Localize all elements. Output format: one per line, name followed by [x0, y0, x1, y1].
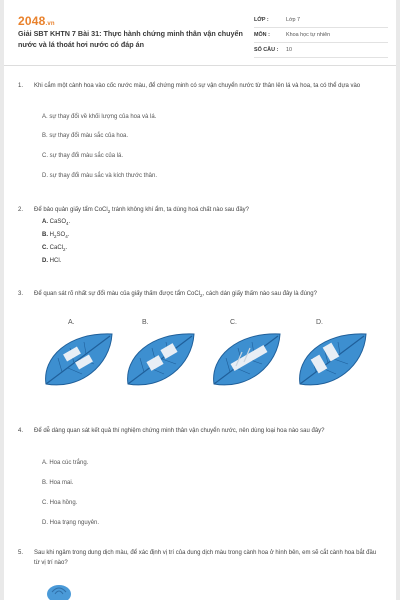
answer-option[interactable] [42, 245, 67, 252]
meta-row-subject [254, 28, 388, 43]
question-2 [18, 206, 382, 217]
leaf-figure-b [122, 328, 198, 390]
answer-option[interactable]: B. sự thay đổi màu sắc của hoa. [42, 133, 129, 139]
answer-option[interactable] [42, 219, 70, 226]
option-letter: C. [42, 245, 48, 251]
question-number: 2. [18, 207, 24, 213]
meta-row-count [254, 43, 388, 58]
question-stem [34, 290, 382, 301]
answer-option[interactable] [42, 258, 61, 264]
meta-value: 10 [286, 47, 292, 53]
option-text: H [48, 232, 54, 238]
answer-option[interactable]: C. Hoa hồng. [42, 500, 78, 506]
meta-key: SỐ CÂU : [254, 47, 279, 53]
option-letter: D. [42, 258, 48, 264]
figure-label-d: D. [316, 319, 323, 326]
answer-option[interactable]: D. Hoa trạng nguyên. [42, 520, 100, 526]
stem-text: , cách dán giấy thấm nào sau đây là đúng? [202, 291, 317, 297]
question-number: 3. [18, 291, 24, 297]
meta-value: Khoa học tự nhiên [286, 32, 331, 38]
rose-image [44, 580, 74, 600]
question-stem: Để dễ dàng quan sát kết quả thí nghiệm chứng minh thân vận chuyển nước, nên dùng loại hoa nào sau đây? [34, 428, 325, 434]
subscript: 2 [63, 247, 66, 253]
meta-table [254, 13, 388, 58]
answer-option[interactable]: A. sự thay đổi về khối lượng của hoa và lá. [42, 114, 157, 120]
header [4, 0, 396, 66]
question-number: 1. [18, 83, 24, 89]
answer-option[interactable] [42, 232, 69, 239]
question-stem: Sau khi ngâm trong dung dịch màu, để xác định vị trí của dung dịch màu trong cành hoa ở hình bên, em sẽ cắt cành hoa bắt đầu từ vị trí nào? [34, 550, 377, 566]
figure-label-c: C. [230, 319, 237, 326]
question-number: 5. [18, 550, 24, 556]
page-title: Giải SBT KHTN 7 Bài 31: Thực hành chứng minh thân vận chuyển nước và lá thoát hơi nước có đáp án [18, 29, 243, 49]
subscript: 2 [54, 234, 57, 240]
option-text: . [67, 232, 70, 238]
question-4 [18, 427, 382, 437]
option-text: . [65, 245, 68, 251]
subscript: 4 [66, 221, 69, 227]
leaf-figure-c [208, 328, 284, 390]
question-number: 4. [18, 428, 24, 434]
figure-label-a: A. [68, 319, 75, 326]
logo-text: 2048 [18, 14, 46, 28]
option-letter: A. [42, 219, 48, 225]
meta-key: MÔN : [254, 32, 270, 38]
meta-key: LỚP : [254, 17, 269, 23]
option-letter: B. [42, 232, 48, 238]
meta-value: Lớp 7 [286, 17, 301, 23]
question-3 [18, 290, 382, 301]
figure-label-b: B. [142, 319, 149, 326]
question-1 [18, 82, 382, 92]
option-text: CaCl [48, 245, 64, 251]
option-text: CaSO [48, 219, 67, 225]
option-text: SO [56, 232, 66, 238]
meta-row-class [254, 13, 388, 28]
document-page [4, 0, 396, 600]
question-stem: Khi cắm một cành hoa vào cốc nước màu, để chứng minh có sự vận chuyển nước từ thân lên lá và hoa, ta có thể dựa vào [34, 83, 361, 89]
stem-text: Để bảo quản giấy tẩm CoCl [34, 207, 108, 213]
stem-text: Để quan sát rõ nhất sự đổi màu của giấy thấm được tẩm CoCl [34, 291, 201, 297]
answer-option[interactable]: B. Hoa mai. [42, 480, 74, 486]
subscript: 2 [107, 209, 111, 215]
site-logo[interactable] [18, 14, 55, 28]
leaf-figure-a [40, 328, 116, 390]
stem-text: tránh không khí ẩm, ta dùng hoá chất nào sau đây? [110, 207, 249, 213]
answer-option[interactable]: A. Hoa cúc trắng. [42, 460, 89, 466]
subscript: 4 [65, 234, 68, 240]
question-5 [18, 549, 382, 568]
answer-option[interactable]: D. sự thay đổi màu sắc và kích thước thân. [42, 173, 158, 179]
option-text: HCl. [48, 258, 62, 264]
leaf-figure-d [294, 328, 370, 390]
question-stem [34, 206, 382, 217]
option-text: . [68, 219, 71, 225]
subscript: 2 [200, 293, 203, 299]
logo-tld: .vn [45, 21, 55, 27]
answer-option[interactable]: C. sự thay đổi màu sắc của lá. [42, 153, 124, 159]
